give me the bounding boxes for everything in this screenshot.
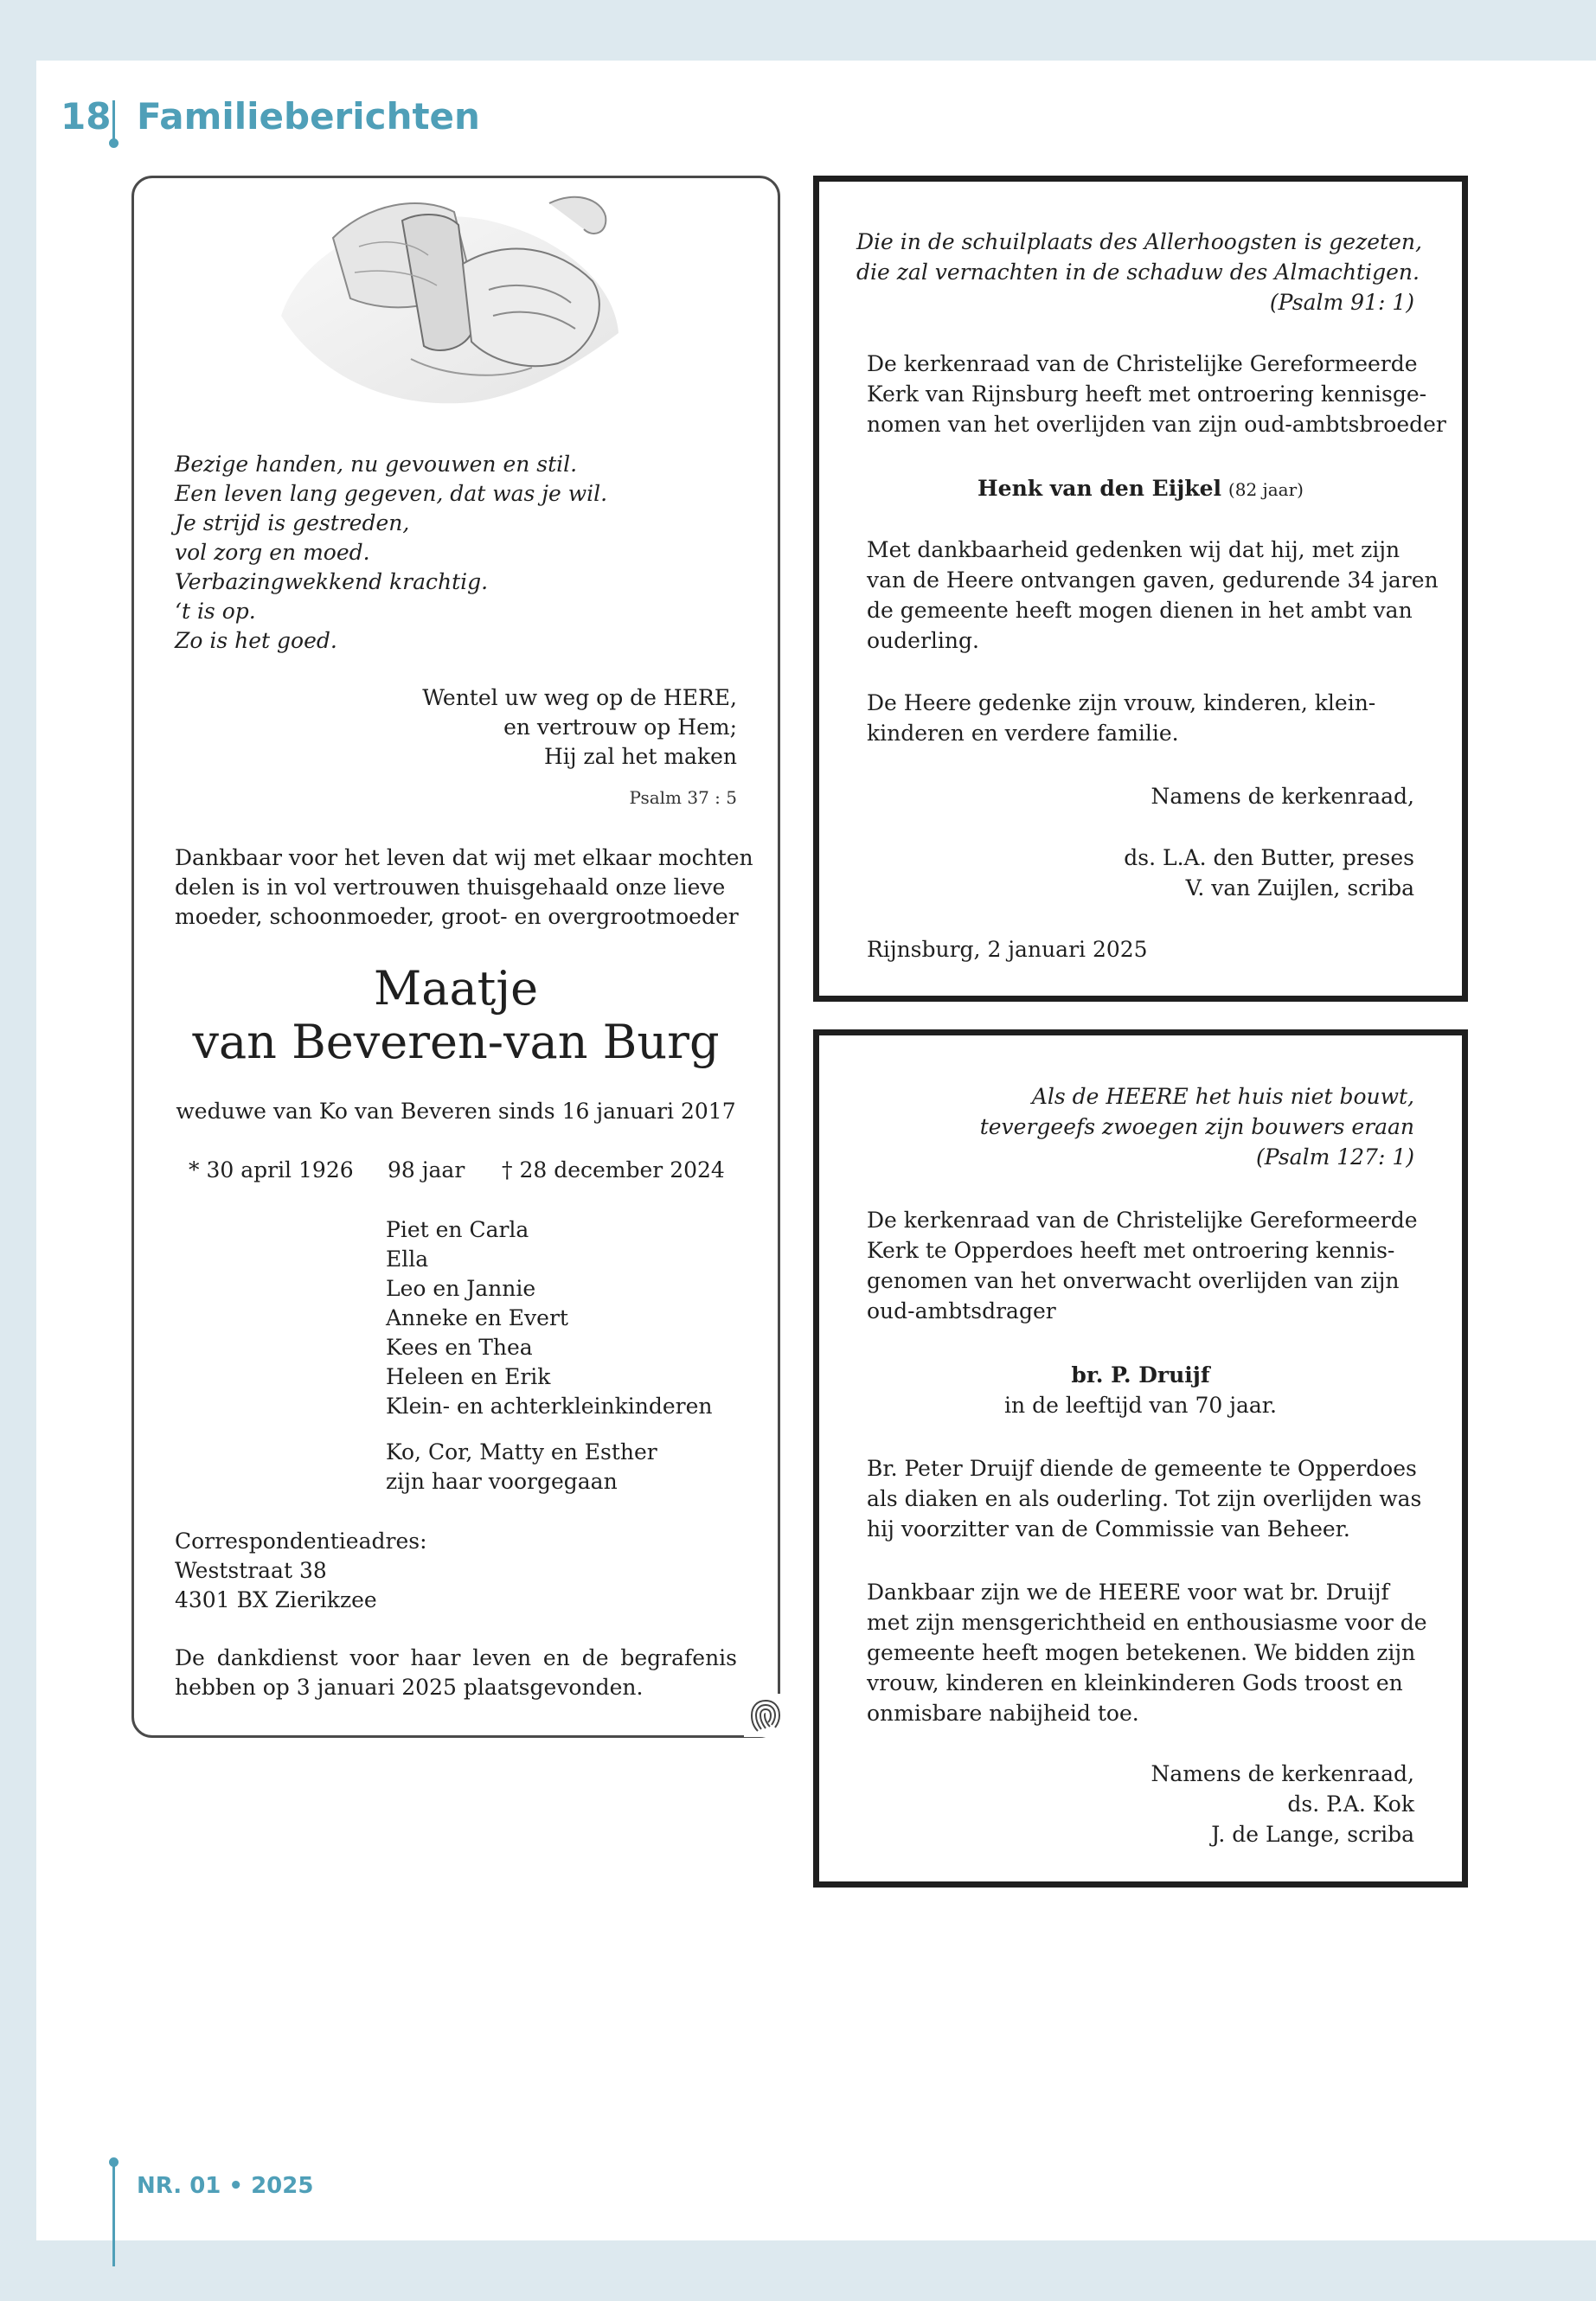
signer: ds. L.A. den Butter, preses	[1124, 845, 1414, 870]
header-divider-dot	[109, 138, 119, 148]
rijnsburg-body-1	[867, 349, 1446, 439]
widow-line: weduwe van Ko van Beveren sinds 16 januari 2017	[176, 1099, 736, 1124]
quote-line: Als de HEERE het huis niet bouwt,	[1031, 1084, 1414, 1109]
rijnsburg-signers	[867, 843, 1414, 903]
rijnsburg-signoff: Namens de kerkenraad,	[1151, 784, 1414, 809]
folded-hands-illustration	[272, 186, 636, 411]
quote-line: Wentel uw weg op de HERE,	[422, 685, 737, 710]
poem-line: ‘t is op.	[175, 599, 256, 624]
body-line: hij voorzitter van de Commissie van Beheer.	[867, 1516, 1350, 1541]
intro-text	[175, 843, 753, 932]
deceased-surname: van Beveren-van Burg	[192, 1015, 720, 1069]
body-line: Dankbaar zijn we de HEERE voor wat br. Druijf	[867, 1580, 1389, 1605]
intro-line: moeder, schoonmoeder, groot- en overgrootmoeder	[175, 904, 739, 929]
header-divider	[112, 100, 115, 142]
birth-date: * 30 april 1926	[189, 1157, 354, 1183]
address-line: Correspondentieadres:	[175, 1529, 427, 1554]
page-number: 18	[61, 95, 112, 138]
poem	[175, 450, 607, 656]
poem-line: Verbazingwekkend krachtig.	[175, 569, 489, 594]
body-line: de gemeente heeft mogen dienen in het ambt van	[867, 598, 1413, 623]
opperdoes-signoff: Namens de kerkenraad,	[1151, 1761, 1414, 1786]
body-line: onmisbare nabijheid toe.	[867, 1701, 1139, 1726]
quote-line: die zal vernachten in de schaduw des Almachtigen.	[856, 260, 1420, 285]
poem-line: Een leven lang gegeven, dat was je wil.	[175, 481, 608, 506]
quote-line: (Psalm 127: 1)	[1255, 1144, 1414, 1170]
signer: V. van Zuijlen, scriba	[1185, 875, 1414, 901]
family-member: Piet en Carla	[386, 1217, 529, 1242]
poem-line: vol zorg en moed.	[175, 540, 370, 565]
deceased-age: (82 jaar)	[1227, 479, 1304, 500]
family-member: Ella	[386, 1247, 429, 1272]
rijnsburg-body-3	[867, 688, 1375, 748]
rijnsburg-deceased	[813, 473, 1468, 505]
section-title: Familieberichten	[137, 95, 480, 138]
family-member: Leo en Jannie	[386, 1276, 536, 1301]
body-line: gemeente heeft mogen betekenen. We bidden zijn	[867, 1640, 1416, 1665]
body-line: nomen van het overlijden van zijn oud-ambtsbroeder	[867, 412, 1446, 437]
quote-line: tevergeefs zwoegen zijn bouwers eraan	[979, 1114, 1414, 1139]
preceded-line: Ko, Cor, Matty en Esther	[386, 1439, 657, 1465]
footer-dot	[109, 2157, 119, 2167]
body-line: als diaken en als ouderling. Tot zijn overlijden was	[867, 1486, 1422, 1511]
deceased-name	[131, 962, 780, 1069]
service-note: De dankdienst voor haar leven en de begrafenis hebben op 3 januari 2025 plaatsgevonden.	[175, 1645, 737, 1700]
address-line: 4301 BX Zierikzee	[175, 1587, 377, 1612]
poem-line: Bezige handen, nu gevouwen en stil.	[175, 452, 578, 477]
body-line: van de Heere ontvangen gaven, gedurende 34 jaren	[867, 567, 1439, 593]
opperdoes-deceased	[813, 1360, 1468, 1420]
preceded-line: zijn haar voorgegaan	[386, 1469, 618, 1494]
correspondence-address	[175, 1527, 427, 1615]
signer: J. de Lange, scriba	[1211, 1822, 1414, 1847]
family-list	[386, 1215, 713, 1421]
rijnsburg-place-date: Rijnsburg, 2 januari 2025	[867, 937, 1148, 962]
death-date: † 28 december 2024	[502, 1157, 725, 1183]
body-line: vrouw, kinderen en kleinkinderen Gods troost en	[867, 1670, 1403, 1695]
quote-line: (Psalm 91: 1)	[1269, 290, 1414, 315]
fingerprint-icon	[744, 1694, 787, 1737]
deceased-age: in de leeftijd van 70 jaar.	[1004, 1393, 1277, 1418]
deceased-name: br. P. Druijf	[1071, 1362, 1210, 1388]
opperdoes-body-2	[867, 1453, 1421, 1544]
rijnsburg-quote	[856, 227, 1422, 317]
address-line: Weststraat 38	[175, 1558, 327, 1583]
family-member: Heleen en Erik	[386, 1364, 551, 1389]
opperdoes-body-3	[867, 1577, 1427, 1728]
body-line: kinderen en verdere familie.	[867, 721, 1179, 746]
opperdoes-quote	[856, 1081, 1414, 1172]
quote-line: Die in de schuilplaats des Allerhoogsten is gezeten,	[856, 229, 1422, 254]
intro-line: delen is in vol vertrouwen thuisgehaald onze lieve	[175, 875, 726, 900]
body-line: Br. Peter Druijf diende de gemeente te Opperdoes	[867, 1456, 1417, 1481]
body-line: De Heere gedenke zijn vrouw, kinderen, klein-	[867, 690, 1376, 715]
rijnsburg-body-2	[867, 535, 1439, 656]
poem-line: Je strijd is gestreden,	[175, 510, 410, 535]
family-member: Klein- en achterkleinkinderen	[386, 1394, 713, 1419]
quote-line: Hij zal het maken	[543, 744, 737, 769]
body-line: Kerk van Rijnsburg heeft met ontroering kennisge-	[867, 381, 1427, 407]
family-member: Kees en Thea	[386, 1335, 533, 1360]
psalm-reference: Psalm 37 : 5	[629, 787, 737, 808]
body-line: De kerkenraad van de Christelijke Gereformeerde	[867, 1208, 1418, 1233]
preceded-in-death	[386, 1438, 657, 1497]
body-line: De kerkenraad van de Christelijke Gereformeerde	[867, 351, 1418, 376]
body-line: met zijn mensgerichtheid en enthousiasme voor de	[867, 1610, 1427, 1635]
footer-line	[112, 2163, 115, 2266]
signer: ds. P.A. Kok	[1287, 1791, 1414, 1817]
psalm-quote	[346, 683, 737, 772]
body-line: oud-ambtsdrager	[867, 1298, 1056, 1324]
age: 98 jaar	[388, 1157, 465, 1183]
opperdoes-signers	[867, 1789, 1414, 1849]
intro-line: Dankbaar voor het leven dat wij met elkaar mochten	[175, 845, 753, 870]
body-line: Kerk te Opperdoes heeft met ontroering kennis-	[867, 1238, 1395, 1263]
body-line: ouderling.	[867, 628, 979, 653]
issue-number: NR. 01 • 2025	[137, 2173, 314, 2199]
opperdoes-body-1	[867, 1205, 1418, 1326]
body-line: Met dankbaarheid gedenken wij dat hij, met zijn	[867, 537, 1401, 562]
body-line: genomen van het onverwacht overlijden van zijn	[867, 1268, 1400, 1293]
deceased-first-name: Maatje	[373, 961, 539, 1016]
deceased-name: Henk van den Eijkel	[977, 476, 1221, 501]
quote-line: en vertrouw op Hem;	[503, 715, 737, 740]
family-member: Anneke en Evert	[386, 1305, 568, 1330]
poem-line: Zo is het goed.	[175, 628, 337, 653]
